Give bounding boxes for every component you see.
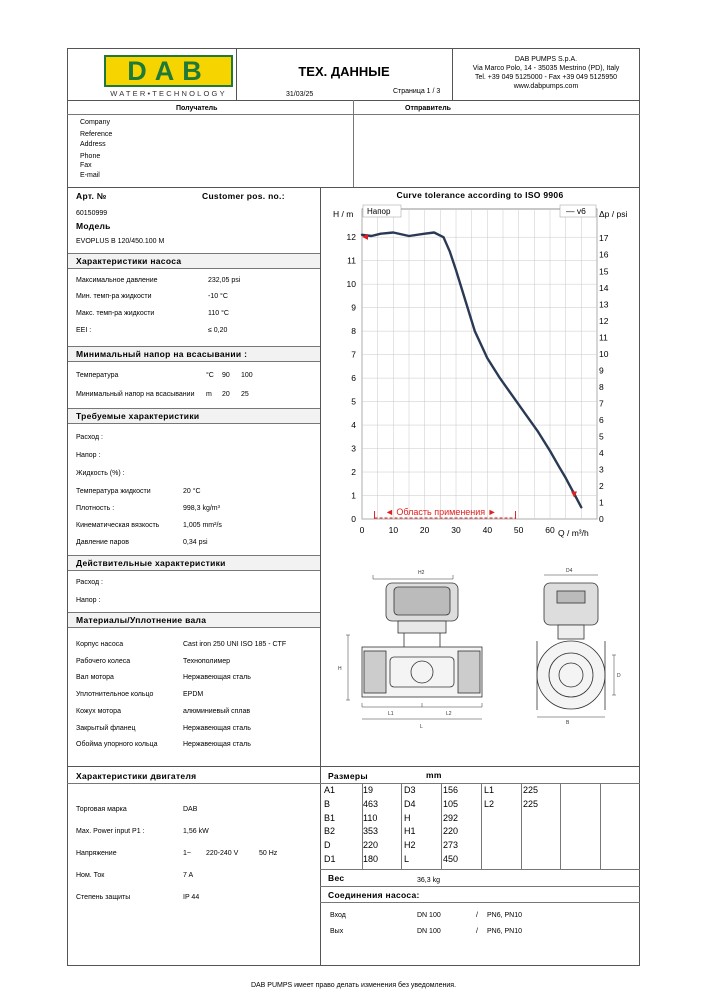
pump-row-label: Макс. темп-ра жидкости [76, 310, 155, 317]
motor-protection-label: Степень защиты [76, 894, 131, 901]
dimensions-unit: mm [426, 770, 442, 780]
pump-row-value: 232,05 psi [208, 277, 241, 284]
chart-y-tick-label: 1 [351, 490, 356, 501]
divider [320, 902, 640, 903]
motor-freq: 50 Hz [259, 850, 278, 857]
divider [560, 783, 561, 869]
dimension-value: 292 [443, 812, 459, 823]
dimension-value: 19 [363, 785, 374, 795]
company-web: www.dabpumps.com [513, 83, 579, 90]
chart-y-tick-label: 9 [351, 302, 356, 313]
chart-psi-tick-label: 3 [599, 464, 604, 475]
chart-x-tick-label: 60 [545, 525, 555, 535]
footer-disclaimer: DAB PUMPS имеет право делать изменения без уведомления. [250, 982, 457, 989]
chart-psi-tick-label: 0 [599, 514, 604, 524]
materials-title: Материалы/Уплотнение вала [76, 615, 207, 625]
date: 31/03/25 [286, 91, 314, 98]
chart-x-tick-label: 10 [388, 525, 399, 535]
outlet-pn: PN6, PN10 [487, 928, 523, 935]
motor-power: 1,56 kW [183, 828, 209, 835]
chart-psi-tick-label: 7 [599, 398, 604, 409]
chart-psi-tick-label: 8 [599, 381, 604, 392]
outlet-sep: / [476, 928, 478, 935]
dimension-key: D [324, 840, 331, 851]
model-value: EVOPLUS B 120/450.100 M [76, 238, 165, 245]
chart-legend: — v6 [566, 206, 586, 216]
required-row-value: 20 °C [183, 488, 201, 495]
field-reference: Reference [80, 131, 113, 138]
company-phone: Tel. +39 049 5125000 - Fax +39 049 5125950 [474, 74, 618, 81]
chart-psi-tick-label: 2 [599, 480, 604, 491]
chart-y-label-right: Δp / psi [599, 209, 628, 219]
field-address: Address [80, 141, 106, 148]
motor-voltage: 220-240 V [206, 850, 239, 857]
divider [320, 869, 640, 870]
dimension-key: D4 [404, 798, 416, 809]
required-row-label: Напор : [76, 452, 101, 459]
chart-y-label-left: H / m [333, 209, 354, 219]
chart-title: Curve tolerance according to ISO 9906 [396, 190, 564, 200]
dimension-value: 220 [443, 826, 459, 837]
chart-psi-tick-label: 10 [599, 348, 609, 359]
material-value: Технополимер [183, 658, 231, 665]
dimensions-title: Размеры [328, 771, 368, 781]
pump-row-label: EEI : [76, 327, 92, 334]
divider [320, 886, 640, 887]
chart-series-label: Напор [367, 207, 391, 216]
svg-text:H: H [338, 666, 342, 672]
chart-psi-tick-label: 11 [599, 332, 608, 343]
chart-y-tick-label: 0 [351, 514, 356, 524]
divider [521, 783, 522, 869]
dimension-value: 450 [443, 854, 459, 864]
dab-logo [104, 55, 233, 98]
divider [67, 783, 640, 784]
chart-x-tick-label: 30 [451, 525, 461, 535]
suction-title: Минимальный напор на всасывании : [76, 349, 248, 359]
material-value: алюминиевый сплав [183, 708, 251, 715]
suction-temp-v2: 100 [241, 372, 253, 379]
connections-title: Соединения насоса: [328, 890, 420, 900]
model-label: Модель [76, 221, 111, 231]
suction-head-v1: 20 [222, 391, 230, 398]
suction-temp-label: Температура [76, 372, 119, 379]
dimension-value: 180 [363, 854, 379, 864]
required-row-label: Температура жидкости [76, 488, 151, 495]
motor-title: Характеристики двигателя [76, 771, 197, 781]
pump-row-value: -10 °C [208, 293, 228, 300]
chart-x-tick-label: 50 [513, 525, 524, 535]
motor-phase: 1~ [183, 850, 191, 857]
sender-label: Отправитель [405, 105, 451, 112]
dimension-key: H1 [404, 826, 416, 837]
field-email: E-mail [80, 172, 100, 179]
chart-y-tick-label: 2 [351, 467, 356, 478]
pump-front-drawing [520, 565, 635, 725]
chart-y-tick-label: 7 [351, 349, 356, 360]
dimension-key: D3 [404, 785, 416, 795]
pump-row-value: ≤ 0,20 [208, 327, 228, 334]
material-value: Cast iron 250 UNI ISO 185 - CTF [183, 641, 287, 648]
dimension-value: 273 [443, 840, 459, 851]
required-row-label: Жидкость (%) : [76, 470, 125, 477]
motor-current: 7 A [183, 872, 194, 879]
required-row-label: Давление паров [76, 539, 129, 546]
chart-y-tick-label: 12 [346, 232, 356, 243]
svg-text:L1: L1 [388, 711, 394, 717]
weight-label: Вес [328, 873, 345, 883]
pump-chars-title: Характеристики насоса [76, 256, 182, 266]
required-title: Требуемые характеристики [76, 411, 200, 421]
material-label: Рабочего колеса [76, 658, 131, 665]
required-row-label: Кинематическая вязкость [76, 522, 160, 529]
pump-row-label: Максимальное давление [76, 277, 158, 284]
chart-y-tick-label: 8 [351, 326, 356, 337]
material-label: Уплотнительное кольцо [76, 691, 154, 698]
pump-curve-chart [320, 200, 640, 545]
chart-psi-tick-label: 15 [599, 266, 609, 277]
field-company: Company [80, 119, 110, 126]
divider [67, 766, 640, 767]
divider [600, 783, 601, 869]
dimension-key: B2 [324, 826, 336, 837]
dimension-key: B1 [324, 812, 336, 823]
motor-power-label: Max. Power input P1 : [76, 828, 145, 835]
pump-row-value: 110 °C [208, 310, 229, 317]
suction-temp-unit: °C [206, 372, 214, 379]
outlet-label: Вых [330, 928, 344, 935]
dimension-key: H2 [404, 840, 416, 851]
chart-psi-tick-label: 16 [599, 249, 609, 260]
dimension-key: H [404, 812, 411, 823]
chart-psi-tick-label: 14 [599, 282, 609, 293]
company-address: Via Marco Polo, 14 - 35035 Mestrino (PD), Italy [472, 65, 620, 72]
chart-x-tick-label: 40 [482, 525, 493, 535]
divider [67, 114, 640, 115]
required-row-label: Плотность : [76, 505, 115, 512]
chart-y-tick-label: 5 [351, 396, 356, 407]
motor-protection: IP 44 [183, 894, 200, 901]
material-value: EPDM [183, 691, 204, 698]
suction-head-unit: m [206, 391, 212, 398]
required-row-value: 1,005 mm²/s [183, 522, 222, 529]
material-value: Нержавеющая сталь [183, 725, 251, 732]
dimension-value: 110 [363, 812, 378, 823]
svg-text:L2: L2 [446, 711, 452, 717]
dimension-value: 225 [523, 785, 539, 795]
customer-pos-label: Customer pos. no.: [202, 191, 285, 201]
field-phone: Phone [80, 153, 101, 160]
logo-text: DAB [127, 56, 210, 86]
dimension-key: L [404, 854, 410, 864]
divider [441, 783, 442, 869]
material-label: Кожух мотора [76, 708, 121, 715]
required-row-value: 998,3 kg/m³ [183, 505, 220, 512]
outlet-dn: DN 100 [417, 928, 441, 935]
chart-x-tick-label: 0 [359, 525, 365, 535]
pump-side-drawing [328, 565, 500, 735]
chart-y-tick-label: 3 [351, 443, 356, 454]
chart-y-tick-label: 11 [347, 255, 356, 266]
dimension-value: 105 [443, 798, 459, 809]
material-label: Вал мотора [76, 674, 114, 681]
dimension-value: 220 [363, 840, 379, 851]
dimension-key: D1 [324, 854, 336, 864]
art-label: Арт. № [76, 191, 107, 201]
chart-x-tick-label: 20 [419, 525, 430, 535]
inlet-pn: PN6, PN10 [487, 912, 523, 919]
chart-psi-tick-label: 9 [599, 365, 604, 376]
material-value: Нержавеющая сталь [183, 741, 251, 748]
dimension-value: 463 [363, 798, 379, 809]
chart-psi-tick-label: 1 [599, 497, 604, 508]
suction-head-label: Минимальный напор на всасывании [76, 391, 195, 398]
art-number: 60150999 [76, 210, 108, 217]
motor-current-label: Ном. Ток [76, 872, 105, 879]
receiver-label: Получатель [176, 105, 218, 112]
field-fax: Fax [80, 162, 92, 169]
actual-title: Действительные характеристики [76, 558, 226, 568]
dimension-key: B [324, 798, 331, 809]
dimension-key: A1 [324, 785, 336, 795]
pump-row-label: Мин. темп-ра жидкости [76, 293, 152, 300]
svg-text:B: B [566, 720, 570, 725]
page-number: Страница 1 / 3 [393, 88, 441, 95]
material-label: Корпус насоса [76, 641, 124, 648]
divider [67, 187, 640, 188]
dimension-value: 353 [363, 826, 379, 837]
actual-row-label: Расход : [76, 579, 103, 586]
dimension-key: L1 [484, 785, 495, 795]
divider [481, 783, 482, 869]
chart-psi-tick-label: 4 [599, 447, 604, 458]
dimension-value: 225 [523, 798, 539, 809]
actual-row-label: Напор : [76, 597, 101, 604]
suction-temp-v1: 90 [222, 372, 230, 379]
chart-psi-tick-label: 12 [599, 315, 609, 326]
required-row-value: 0,34 psi [183, 539, 208, 546]
weight-value: 36,3 kg [417, 877, 440, 884]
motor-brand: DAB [183, 806, 198, 813]
motor-voltage-label: Напряжение [76, 850, 117, 857]
divider [401, 783, 402, 869]
chart-psi-tick-label: 6 [599, 414, 604, 425]
inlet-sep: / [476, 912, 478, 919]
dimension-key: L2 [484, 798, 495, 809]
material-label: Обойма упорного кольца [76, 741, 158, 748]
svg-text:D: D [617, 673, 621, 679]
material-label: Закрытый фланец [76, 725, 136, 732]
inlet-dn: DN 100 [417, 912, 441, 919]
suction-head-v2: 25 [241, 391, 249, 398]
logo-tagline: WATER•TECHNOLOGY [110, 89, 227, 98]
chart-psi-tick-label: 13 [599, 299, 609, 310]
chart-psi-tick-label: 5 [599, 431, 604, 442]
company-info [452, 55, 640, 91]
company-name: DAB PUMPS S.p.A. [514, 56, 578, 63]
chart-y-tick-label: 4 [351, 420, 356, 431]
material-value: Нержавеющая сталь [183, 674, 251, 681]
chart-y-tick-label: 6 [351, 373, 356, 384]
chart-psi-tick-label: 17 [599, 233, 609, 244]
chart-x-label: Q / m³/h [558, 528, 589, 538]
svg-text:D4: D4 [566, 568, 573, 574]
chart-range-label: ◄ Область применения ► [385, 507, 497, 517]
dimension-value: 156 [443, 785, 459, 795]
svg-text:L: L [420, 724, 423, 730]
motor-brand-label: Торговая марка [76, 806, 127, 813]
page-title: ТЕХ. ДАННЫЕ [298, 64, 390, 79]
inlet-label: Вход [330, 912, 346, 919]
required-row-label: Расход : [76, 434, 103, 441]
chart-y-tick-label: 10 [346, 279, 356, 290]
svg-text:H2: H2 [418, 570, 425, 576]
